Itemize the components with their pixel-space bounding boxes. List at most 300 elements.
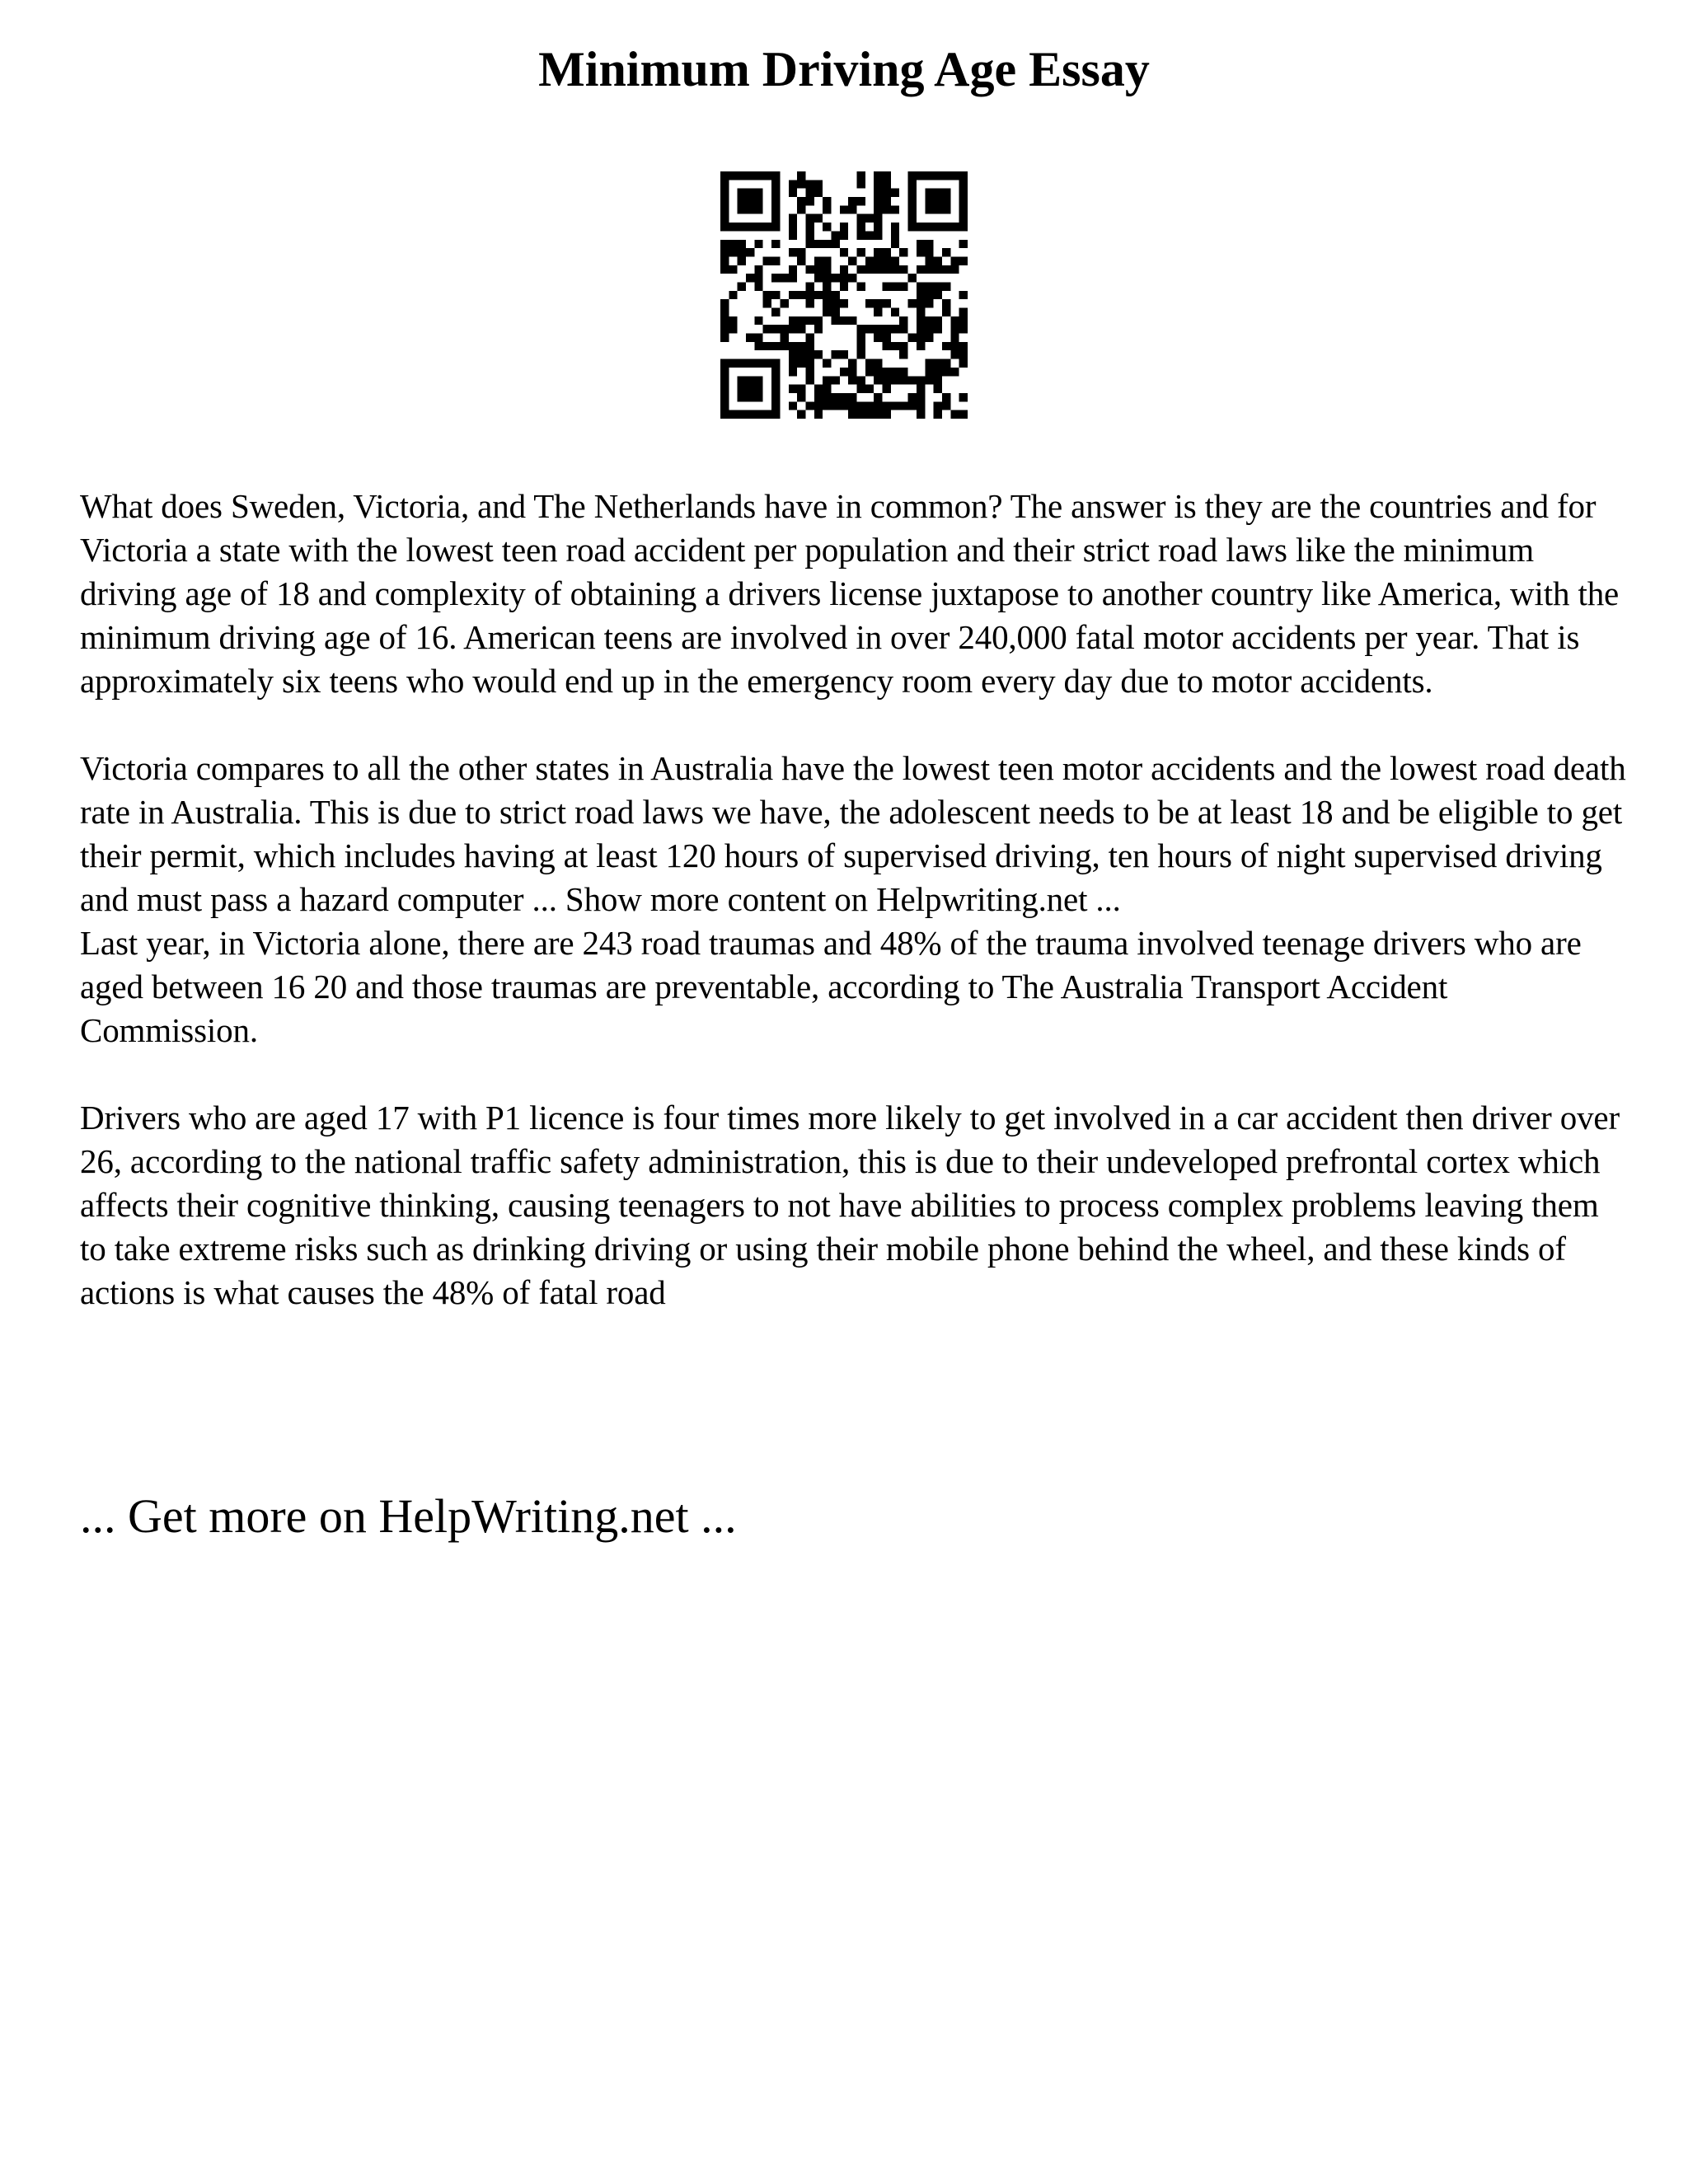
qr-module [883,171,891,180]
qr-module [720,248,729,256]
qr-module [805,197,814,205]
qr-module [959,240,968,248]
qr-module [883,256,891,265]
qr-module [942,401,950,410]
qr-module [754,265,762,274]
qr-module [865,256,874,265]
qr-module [840,316,848,325]
qr-module [891,223,899,231]
qr-module [917,393,925,401]
qr-module [934,291,942,299]
qr-module [950,368,959,376]
qr-module [934,368,942,376]
qr-module [874,214,882,223]
qr-module [857,401,865,410]
qr-module [789,223,797,231]
qr-module [771,256,780,265]
qr-module [720,256,729,265]
qr-module [797,197,805,205]
qr-module [899,325,907,333]
qr-module [738,256,746,265]
qr-module [738,376,746,384]
qr-module [831,240,839,248]
qr-module [908,171,917,180]
qr-module [831,401,839,410]
qr-module [720,299,729,307]
qr-module [874,189,882,197]
qr-module [848,376,856,384]
qr-module [934,359,942,368]
qr-module [917,171,925,180]
qr-module [840,368,848,376]
qr-module [857,248,865,256]
qr-module [934,171,942,180]
qr-module [925,197,933,205]
qr-module [720,308,729,316]
qr-module [763,410,771,419]
qr-module [942,171,950,180]
qr-module [763,359,771,368]
qr-module [805,214,814,223]
qr-module [917,316,925,325]
qr-module [899,265,907,274]
paragraph-3: Last year, in Victoria alone, there are 243 road traumas and 48% of the trauma involved teenage drivers who are aged between 16 20 and those traumas are preventable, according to The Australia Transport Accident Commission. [80,924,1582,1049]
qr-module [763,223,771,231]
qr-module [720,334,729,342]
qr-module [959,325,968,333]
qr-module [891,205,899,213]
qr-module [789,401,797,410]
paragraph-spacer [80,1052,1629,1096]
qr-module [771,325,780,333]
qr-module [865,401,874,410]
qr-module [840,393,848,401]
qr-module [950,316,959,325]
qr-module [814,350,823,359]
qr-module [899,350,907,359]
qr-module [891,231,899,239]
qr-module [814,240,823,248]
qr-module [771,189,780,197]
qr-module [805,350,814,359]
qr-module [848,205,856,213]
qr-module [959,359,968,368]
qr-module [959,350,968,359]
qr-module [729,316,737,325]
qr-module [925,248,933,256]
qr-module [840,350,848,359]
qr-module [934,189,942,197]
qr-module [814,385,823,393]
qr-module [814,214,823,223]
qr-module [874,368,882,376]
qr-module [754,342,762,350]
qr-module [891,376,899,384]
qr-module [848,197,856,205]
qr-module [857,376,865,384]
qr-module [899,342,907,350]
qr-module [771,410,780,419]
qr-module [797,385,805,393]
qr-module [729,291,737,299]
qr-module [848,410,856,419]
qr-module [857,180,865,188]
qr-module [942,308,950,316]
qr-module [908,334,917,342]
qr-module [746,248,754,256]
qr-module [917,410,925,419]
qr-module [771,197,780,205]
qr-module [959,223,968,231]
qr-module [738,385,746,393]
qr-module [831,316,839,325]
paragraph-1: What does Sweden, Victoria, and The Netherlands have in common? The answer is they are the countries and for Victoria a state with the lowest teen road accident per population and their strict road laws like the minimum driving age of 18 and complexity of obtaining a drivers license juxtapose to another country like America, with the minimum driving age of 16. American teens are involved in over 240,000 fatal motor accidents per year. That is approximately six teens who would end up in the emergency room every day due to motor accidents. [80,487,1620,700]
qr-module [789,274,797,282]
qr-module [797,350,805,359]
qr-module [720,325,729,333]
qr-module [925,376,933,384]
qr-module [823,393,831,401]
qr-module [959,256,968,265]
qr-module [857,197,865,205]
qr-module [805,334,814,342]
qr-module [917,265,925,274]
qr-module [959,197,968,205]
qr-module [942,368,950,376]
qr-module [771,180,780,188]
qr-module [823,385,831,393]
qr-module [763,256,771,265]
qr-module [908,197,917,205]
qr-module [942,265,950,274]
qr-module [814,325,823,333]
qr-module [959,291,968,299]
qr-module [738,189,746,197]
qr-module [857,410,865,419]
qr-module [805,401,814,410]
qr-module [720,171,729,180]
qr-module [934,197,942,205]
qr-module [789,368,797,376]
qr-module [950,256,959,265]
qr-module [814,291,823,299]
qr-module [857,282,865,290]
qr-module [925,189,933,197]
qr-module [814,410,823,419]
qr-module [814,256,823,265]
qr-module [883,197,891,205]
qr-module [780,342,788,350]
qr-module [865,359,874,368]
qr-module [865,231,874,239]
qr-module [950,350,959,359]
qr-module [771,205,780,213]
qr-module [959,189,968,197]
qr-module [797,171,805,180]
qr-module [746,385,754,393]
qr-module [959,308,968,316]
qr-module [771,385,780,393]
qr-module [797,316,805,325]
qr-module [797,342,805,350]
qr-module [797,248,805,256]
qr-module [917,385,925,393]
qr-module [840,231,848,239]
qr-module [934,256,942,265]
qr-code-image [720,171,968,419]
qr-module [805,299,814,307]
qr-module [917,325,925,333]
qr-module [857,231,865,239]
qr-module [823,359,831,368]
qr-module [814,189,823,197]
qr-module [891,342,899,350]
paragraph-2: Victoria compares to all the other states in Australia have the lowest teen motor accidents and the lowest road death rate in Australia. This is due to strict road laws we have, the adolescent needs to be at least 18 and be eligible to get their permit, which includes having at least 120 hours of supervised driving, ten hours of night supervised driving and must pass a hazard computer ... Show more content on Helpwriting.net ... [80,749,1626,918]
qr-module [720,359,729,368]
qr-module [874,205,882,213]
qr-module [729,265,737,274]
qr-module [874,334,882,342]
qr-module [754,385,762,393]
qr-module [942,282,950,290]
qr-module [720,410,729,419]
qr-module [754,189,762,197]
qr-module [925,291,933,299]
qr-module [738,410,746,419]
qr-module [831,291,839,299]
qr-module [950,325,959,333]
qr-module [831,393,839,401]
qr-module [738,393,746,401]
qr-module [840,274,848,282]
qr-module [908,214,917,223]
qr-module [891,308,899,316]
qr-module [942,189,950,197]
qr-module [899,376,907,384]
qr-module [874,180,882,188]
qr-module [959,171,968,180]
qr-module [780,299,788,307]
qr-module [874,197,882,205]
paragraph-spacer [80,703,1629,747]
qr-module [934,410,942,419]
qr-module [959,342,968,350]
qr-module [738,240,746,248]
qr-module [874,256,882,265]
qr-module [831,350,839,359]
qr-module [950,410,959,419]
qr-module [874,265,882,274]
qr-module [797,205,805,213]
qr-module [831,308,839,316]
qr-module [746,410,754,419]
qr-module [950,342,959,350]
qr-module [883,376,891,384]
qr-module [720,368,729,376]
qr-module [917,299,925,307]
qr-module [917,248,925,256]
qr-module [771,291,780,299]
qr-module [738,223,746,231]
qr-module [738,359,746,368]
qr-module [823,401,831,410]
qr-module [780,334,788,342]
qr-module [857,223,865,231]
qr-module [908,401,917,410]
qr-module [934,401,942,410]
qr-module [883,282,891,290]
qr-module [797,359,805,368]
qr-module [840,248,848,256]
qr-module [771,274,780,282]
qr-module [738,205,746,213]
qr-module [865,214,874,223]
paragraph-4: Drivers who are aged 17 with P1 licence is four times more likely to get involved in a car accident then driver over 26, according to the national traffic safety administration, this is due to their undeveloped prefrontal cortex which affects their cognitive thinking, causing teenagers to not have abilities to process complex problems leaving them to take extreme risks such as drinking driving or using their mobile phone behind the wheel, and these kinds of actions is what causes the 48% of fatal road [80,1099,1620,1311]
qr-module [883,248,891,256]
qr-code-graphic [720,171,968,419]
qr-module [746,223,754,231]
qr-module [874,231,882,239]
qr-module [823,282,831,290]
qr-module [865,385,874,393]
qr-module [720,223,729,231]
qr-module [823,291,831,299]
qr-module [805,265,814,274]
qr-module [805,368,814,376]
qr-module [891,401,899,410]
qr-module [729,248,737,256]
qr-module [874,325,882,333]
qr-module [789,342,797,350]
qr-module [883,265,891,274]
qr-module [883,180,891,188]
qr-module [797,393,805,401]
qr-module [789,350,797,359]
qr-module [857,350,865,359]
qr-module [899,316,907,325]
qr-module [857,334,865,342]
qr-module [840,265,848,274]
qr-module [874,171,882,180]
qr-module [720,180,729,188]
qr-module [780,325,788,333]
qr-module [823,265,831,274]
qr-module [746,334,754,342]
qr-module [805,282,814,290]
qr-module [959,214,968,223]
qr-module [874,223,882,231]
qr-module [746,376,754,384]
qr-module [925,316,933,325]
qr-module [874,393,882,401]
qr-module [874,299,882,307]
qr-module [754,359,762,368]
qr-module [942,342,950,350]
qr-module [720,197,729,205]
qr-module [934,282,942,290]
qr-module [848,359,856,368]
qr-module [763,325,771,333]
qr-module [857,325,865,333]
qr-module [754,240,762,248]
qr-module [805,189,814,197]
qr-module [891,256,899,265]
qr-module [720,376,729,384]
qr-module [891,282,899,290]
qr-module [823,256,831,265]
qr-module [789,325,797,333]
qr-module [857,214,865,223]
qr-module [959,205,968,213]
qr-module [883,401,891,410]
qr-module [797,410,805,419]
qr-module [746,359,754,368]
qr-module [917,223,925,231]
qr-module [857,385,865,393]
qr-module [883,342,891,350]
qr-module [891,325,899,333]
qr-module [925,368,933,376]
qr-module [917,291,925,299]
qr-module [805,316,814,325]
qr-module [959,180,968,188]
qr-module [925,299,933,307]
qr-module [865,410,874,419]
qr-module [814,316,823,325]
qr-module [763,299,771,307]
qr-module [934,376,942,384]
qr-module [823,299,831,307]
qr-module [754,171,762,180]
qr-module [925,282,933,290]
qr-module [934,205,942,213]
qr-module [874,308,882,316]
qr-module [771,342,780,350]
qr-module [942,205,950,213]
qr-module [754,274,762,282]
qr-module [883,385,891,393]
qr-module [805,240,814,248]
qr-module [848,393,856,401]
qr-module [950,265,959,274]
qr-module [720,189,729,197]
qr-module [925,359,933,368]
qr-module [891,368,899,376]
qr-module [763,342,771,350]
qr-module [874,248,882,256]
qr-module [925,334,933,342]
qr-module [789,316,797,325]
qr-module [754,223,762,231]
qr-module [840,223,848,231]
qr-module [814,393,823,401]
essay-body [80,485,1629,1315]
qr-module [738,282,746,290]
qr-module [754,376,762,384]
qr-module [883,189,891,197]
qr-module [814,274,823,282]
qr-module [738,197,746,205]
qr-module [805,180,814,188]
qr-module [746,189,754,197]
qr-module [942,248,950,256]
qr-module [805,376,814,384]
qr-module [805,291,814,299]
qr-module [780,274,788,282]
qr-module [797,180,805,188]
qr-module [857,171,865,180]
qr-module [789,180,797,188]
